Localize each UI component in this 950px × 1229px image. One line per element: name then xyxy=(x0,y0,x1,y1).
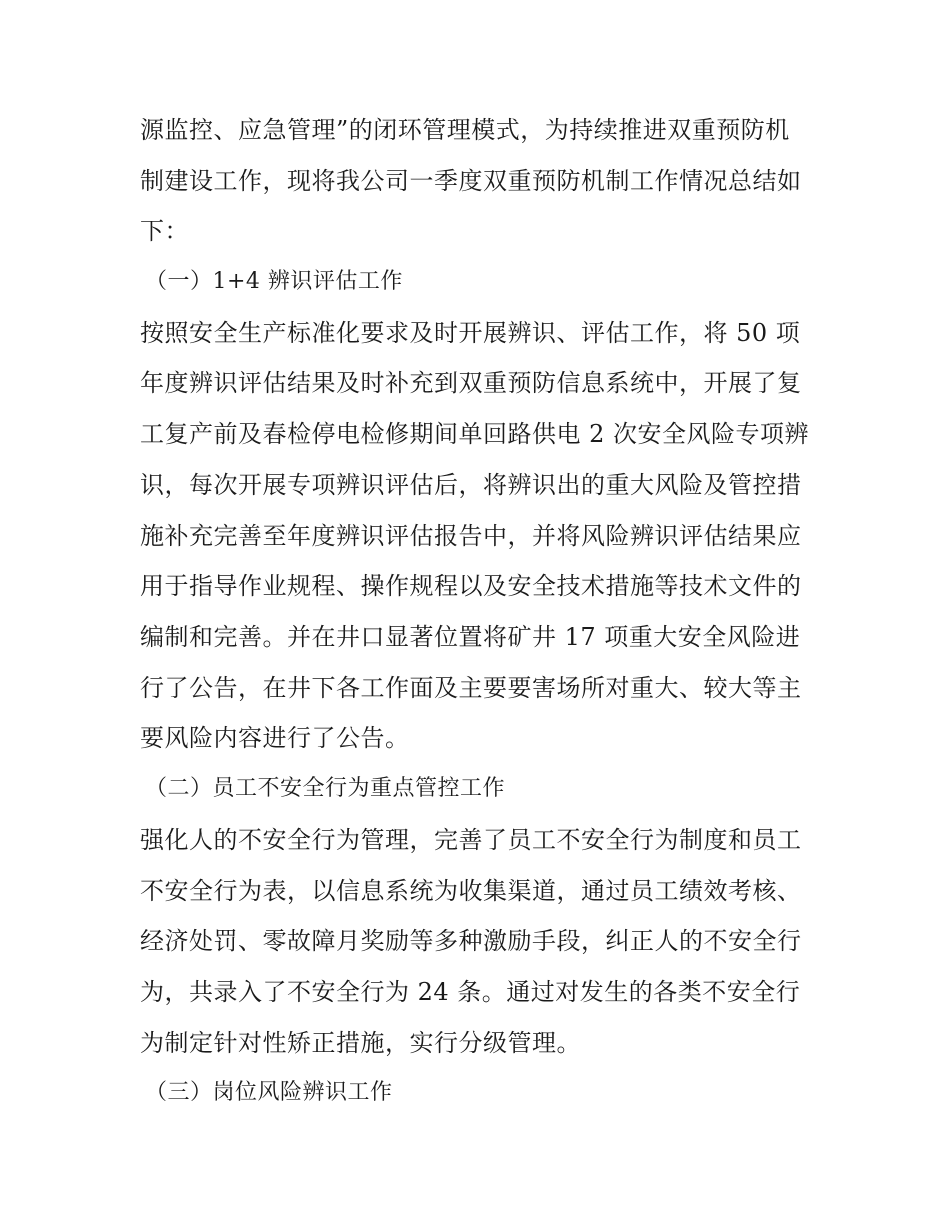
section-2-line-4: 为，共录入了不安全行为 24 条。通过对发生的各类不安全行 xyxy=(140,978,801,1006)
section-1-line-1: 按照安全生产标准化要求及时开展辨识、评估工作，将 50 项 xyxy=(140,319,801,347)
section-2-line-1: 强化人的不安全行为管理，完善了员工不安全行为制度和员工 xyxy=(140,826,802,854)
section-3-heading: （三）岗位风险辨识工作 xyxy=(145,1080,393,1105)
section-1-line-4: 识，每次开展专项辨识评估后，将辨识出的重大风险及管控措 xyxy=(140,471,802,499)
section-1-line-5: 施补充完善至年度辨识评估报告中，并将风险辨识评估结果应 xyxy=(140,522,802,550)
section-1-line-6: 用于指导作业规程、操作规程以及安全技术措施等技术文件的 xyxy=(140,572,802,600)
section-1-line-2: 年度辨识评估结果及时补充到双重预防信息系统中，开展了复 xyxy=(140,369,802,397)
intro-line-1: 源监控、应急管理”的闭环管理模式，为持续推进双重预防机 xyxy=(140,116,790,144)
section-2-line-5: 为制定针对性矫正措施，实行分级管理。 xyxy=(140,1029,581,1057)
intro-line-2: 制建设工作，现将我公司一季度双重预防机制工作情况总结如 xyxy=(140,167,802,195)
section-2-line-3: 经济处罚、零故障月奖励等多种激励手段，纠正人的不安全行 xyxy=(140,927,802,955)
section-2-line-2: 不安全行为表，以信息系统为收集渠道，通过员工绩效考核、 xyxy=(140,877,802,905)
section-1-line-9: 要风险内容进行了公告。 xyxy=(140,724,410,752)
section-1-line-7: 编制和完善。并在井口显著位置将矿井 17 项重大安全风险进 xyxy=(140,623,801,651)
section-1-line-8: 行了公告，在井下各工作面及主要要害场所对重大、较大等主 xyxy=(140,674,802,702)
intro-line-3: 下： xyxy=(140,217,189,245)
section-1-line-3: 工复产前及春检停电检修期间单回路供电 2 次安全风险专项辨 xyxy=(140,420,810,448)
section-1-heading: （一）1+4 辨识评估工作 xyxy=(145,269,403,294)
section-2-heading: （二）员工不安全行为重点管控工作 xyxy=(145,776,506,801)
